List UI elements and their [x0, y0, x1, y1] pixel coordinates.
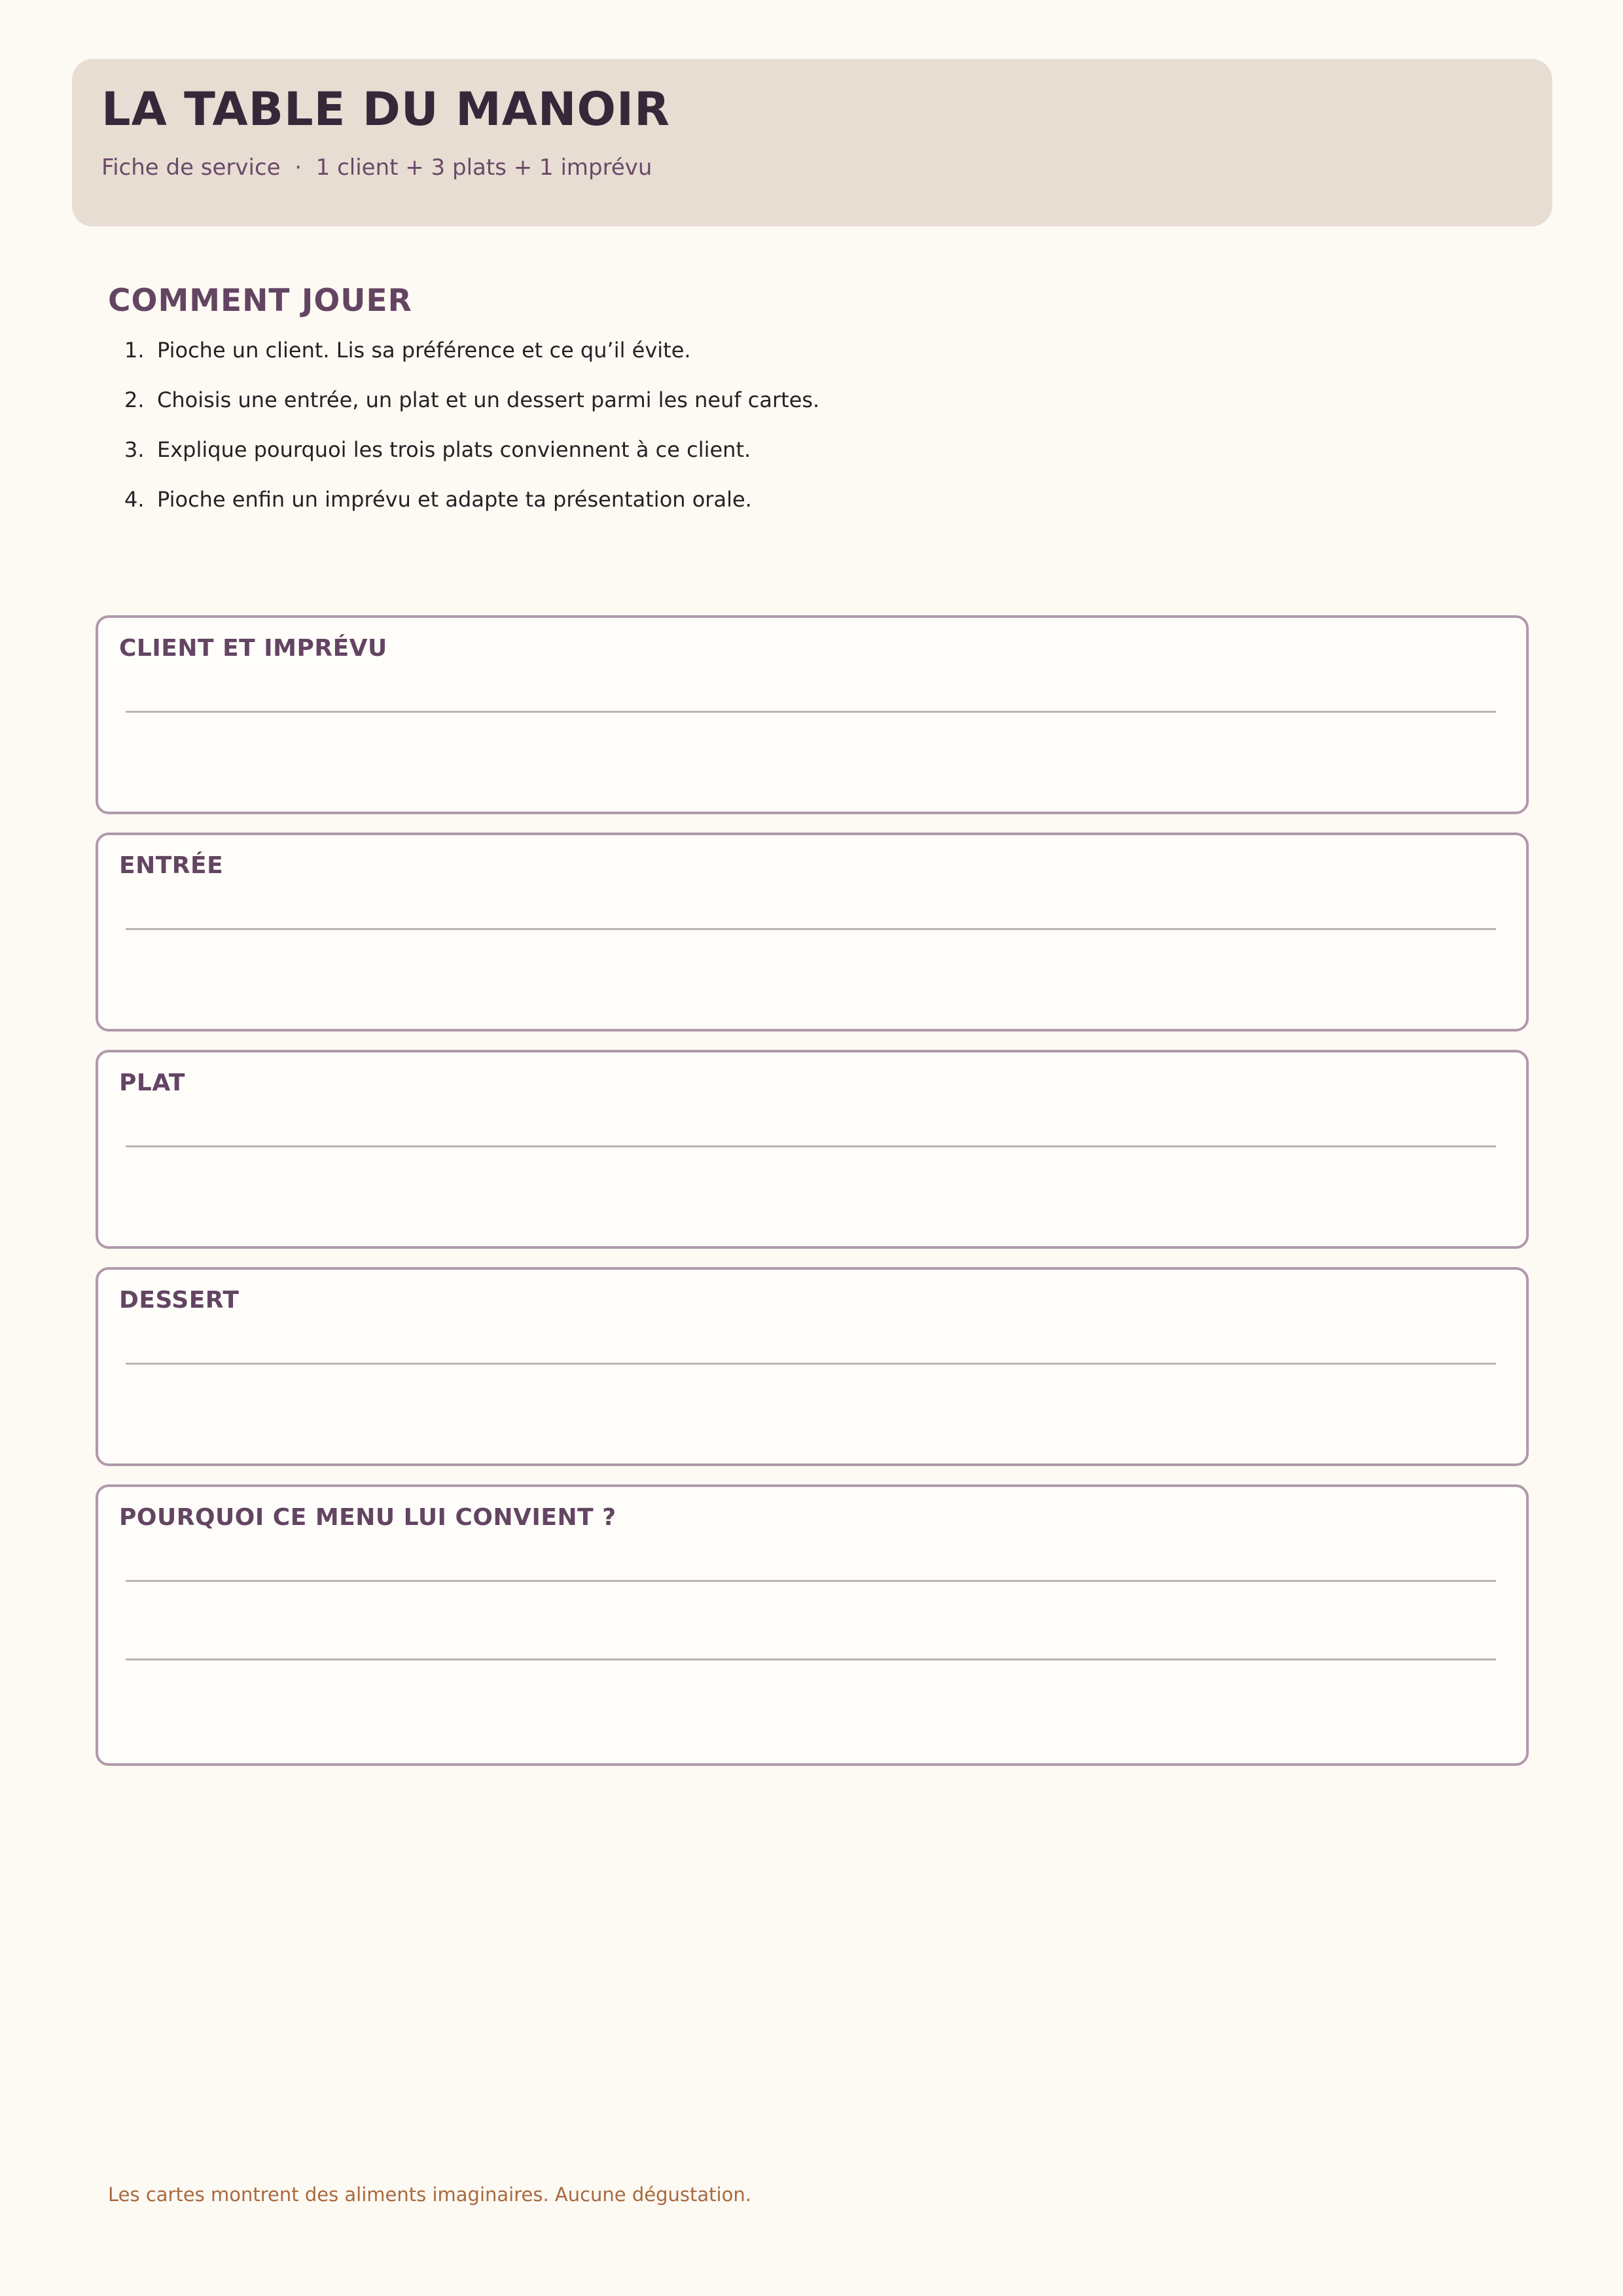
step-number: 3. — [124, 437, 145, 462]
howto-steps — [124, 338, 819, 537]
step-text: Pioche un client. Lis sa préférence et ce qu’il évite. — [157, 338, 691, 363]
footer-note: Les cartes montrent des aliments imaginaires. Aucune dégustation. — [108, 2183, 751, 2206]
pourquoi-box — [96, 1484, 1529, 1766]
entree-box-label: ENTRÉE — [119, 852, 224, 879]
step-item — [124, 338, 819, 387]
pourquoi-box-label: POURQUOI CE MENU LUI CONVIENT ? — [119, 1504, 616, 1531]
page-title: LA TABLE DU MANOIR — [101, 82, 670, 136]
dessert-box — [96, 1267, 1529, 1466]
step-item — [124, 487, 819, 537]
dessert-write-line[interactable] — [126, 1363, 1496, 1365]
client-box — [96, 615, 1529, 814]
entree-write-line[interactable] — [126, 928, 1496, 930]
step-text: Explique pourquoi les trois plats conviennent à ce client. — [157, 437, 751, 462]
step-number: 2. — [124, 387, 145, 412]
step-number: 1. — [124, 338, 145, 363]
plat-box — [96, 1050, 1529, 1249]
client-write-line[interactable] — [126, 711, 1496, 713]
pourquoi-write-line[interactable] — [126, 1659, 1496, 1660]
header-banner — [72, 59, 1552, 226]
step-number: 4. — [124, 487, 145, 512]
plat-box-label: PLAT — [119, 1069, 185, 1096]
dessert-box-label: DESSERT — [119, 1287, 240, 1314]
step-item — [124, 387, 819, 437]
page-subtitle: Fiche de service · 1 client + 3 plats + 1 imprévu — [101, 154, 652, 181]
step-text: Pioche enfin un imprévu et adapte ta présentation orale. — [157, 487, 752, 512]
entree-box — [96, 833, 1529, 1031]
plat-write-line[interactable] — [126, 1145, 1496, 1147]
pourquoi-write-line[interactable] — [126, 1580, 1496, 1582]
step-item — [124, 437, 819, 487]
step-text: Choisis une entrée, un plat et un dessert parmi les neuf cartes. — [157, 387, 820, 412]
howto-title: COMMENT JOUER — [108, 283, 412, 319]
client-box-label: CLIENT ET IMPRÉVU — [119, 635, 387, 662]
